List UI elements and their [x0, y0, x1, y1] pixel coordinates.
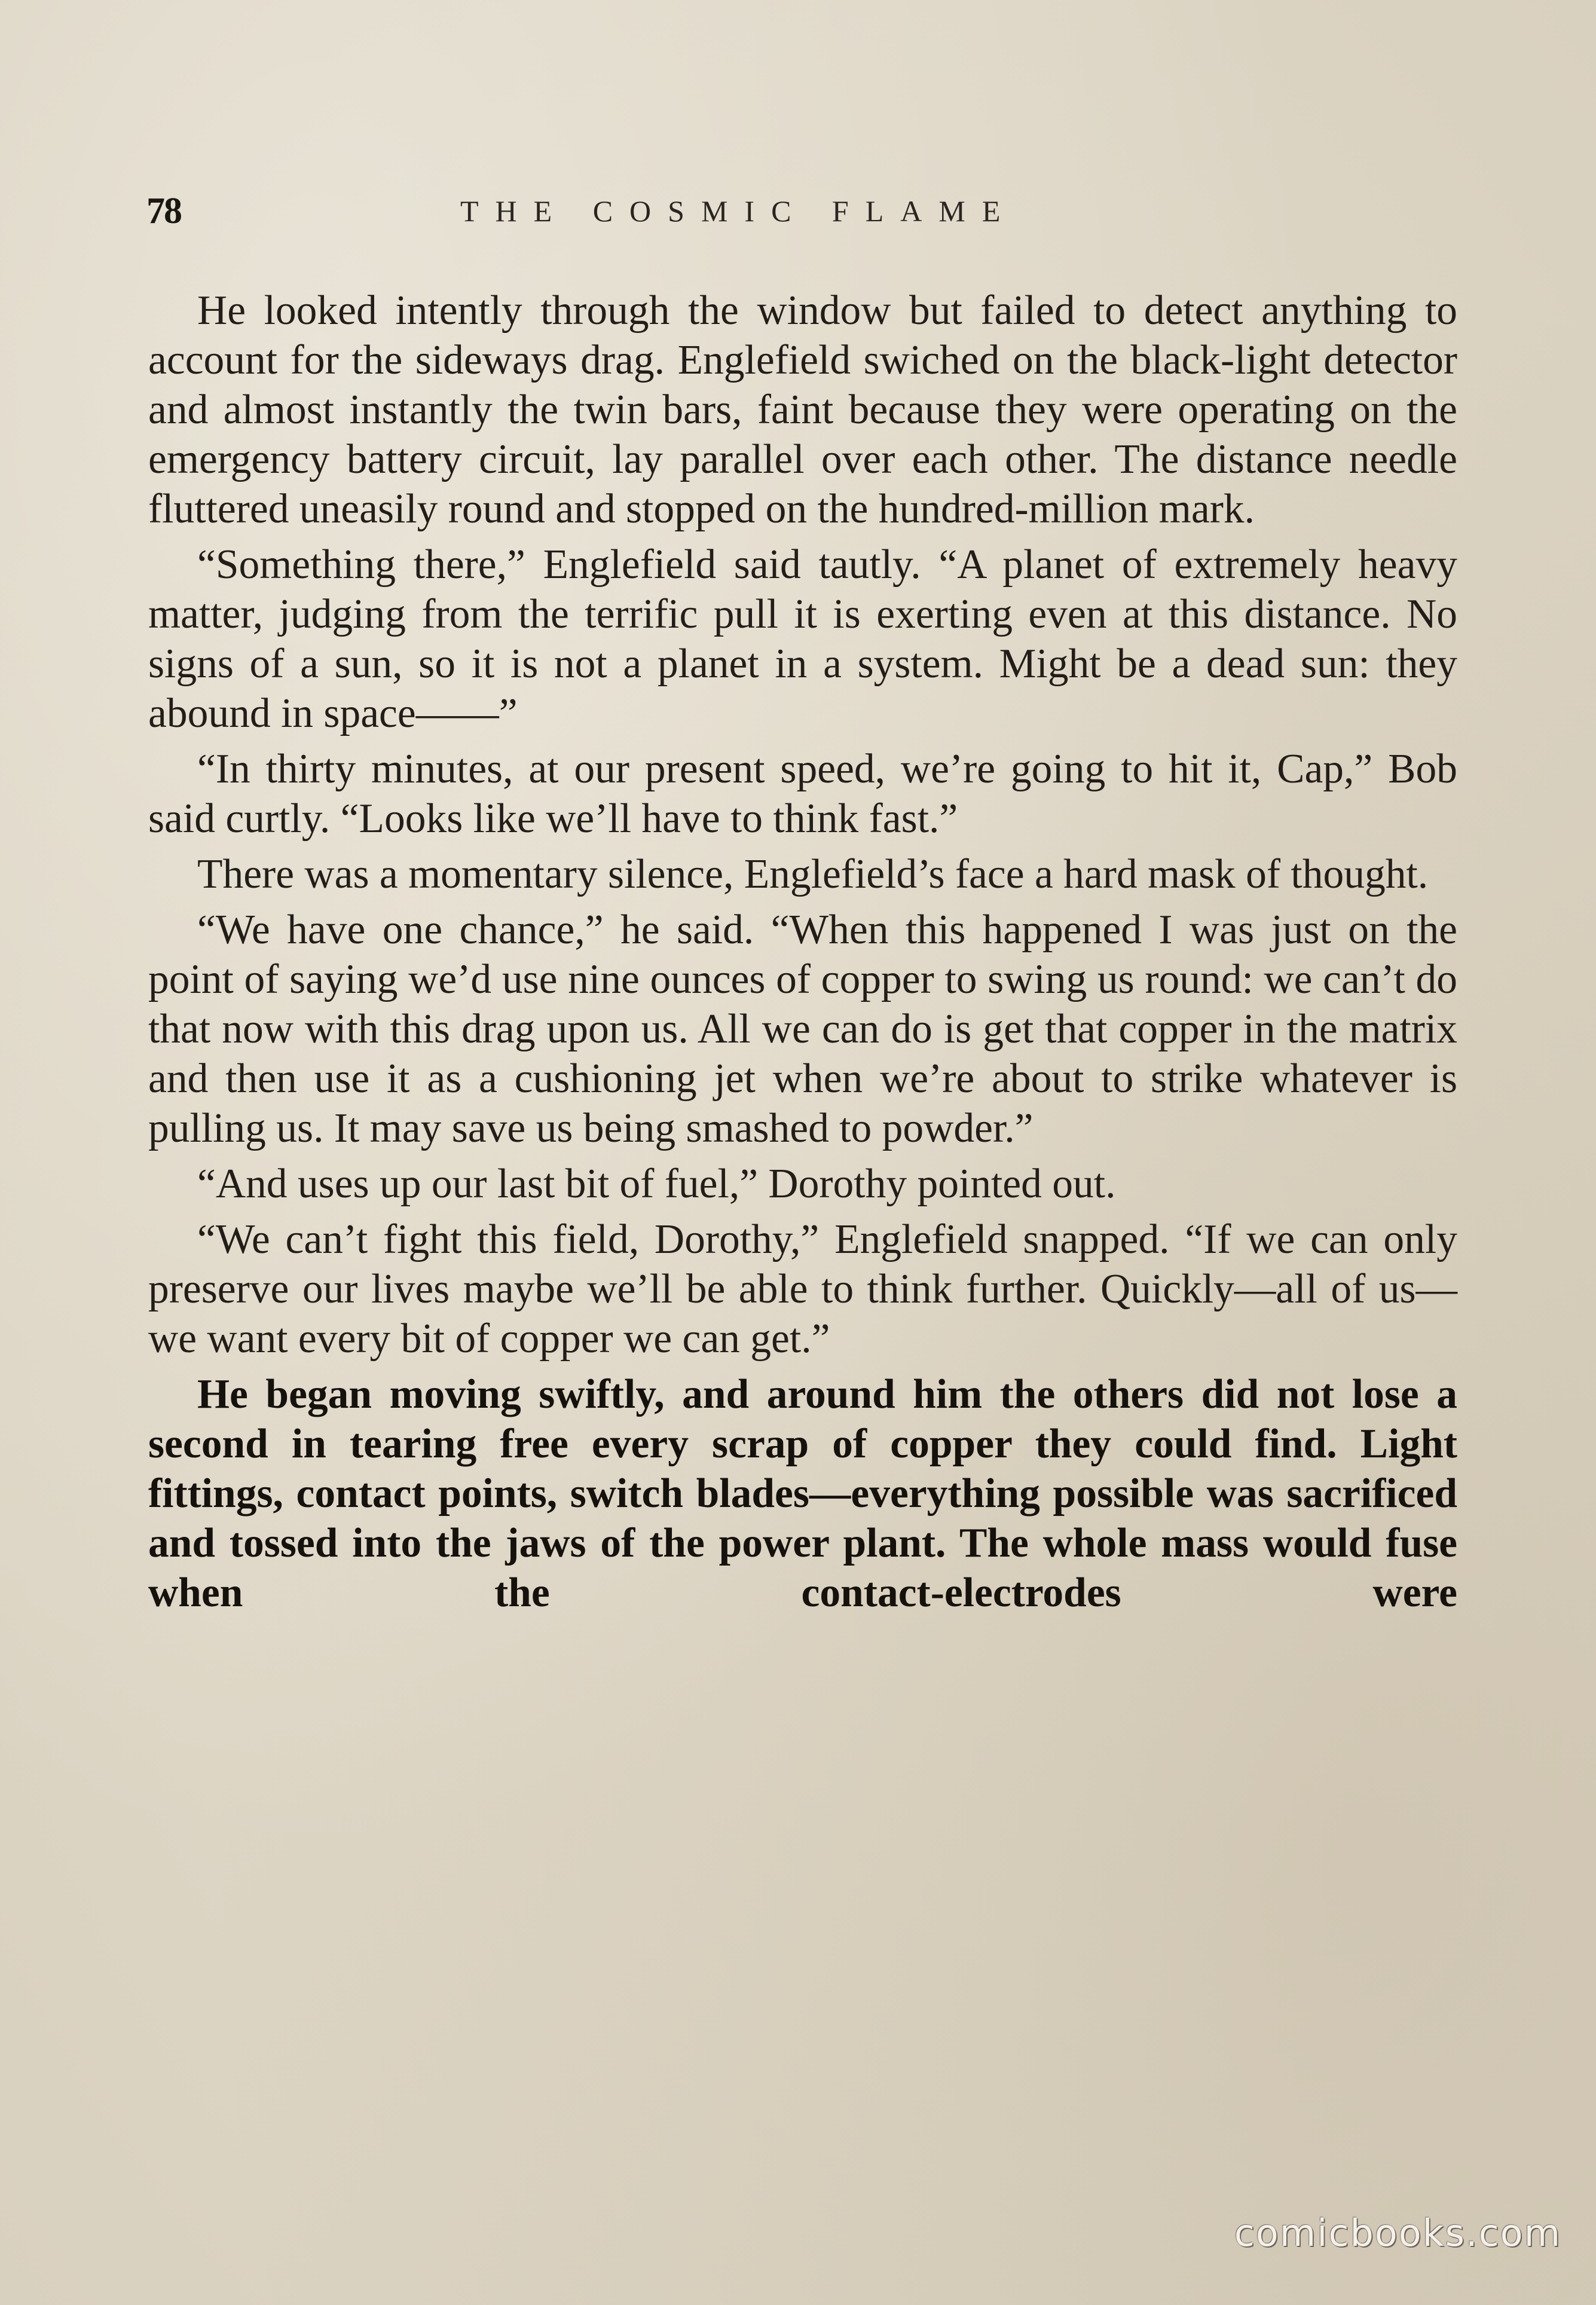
book-title: THE COSMIC FLAME — [460, 194, 1017, 228]
running-head — [146, 190, 1462, 238]
paragraph: “We have one chance,” he said. “When this happened I was just on the point of saying we’d use nine ounces of copper to swing us round: we can’t do that now with this drag upon us. All we can do is get that copper in the matrix and then use it as a cushioning jet when we’re about to strike whatever is pulling us. It may save us being smashed to powder.” — [148, 907, 1457, 1151]
page-number: 78 — [146, 191, 181, 231]
paragraph: “In thirty minutes, at our present speed, we’re going to hit it, Cap,” Bob said curtly. “Looks like we’ll have to think fast.” — [148, 746, 1457, 842]
watermark: comicbooks.com — [1234, 2211, 1561, 2255]
paragraph: “We can’t fight this field, Dorothy,” Englefield snapped. “If we can only preserve our lives maybe we’ll be able to think further. Quickly—all of us—we want every bit of copper we can get.” — [148, 1216, 1457, 1362]
body-text — [148, 286, 1457, 1624]
paragraph: “And uses up our last bit of fuel,” Dorothy pointed out. — [197, 1161, 1116, 1207]
paragraph: “Something there,” Englefield said tautly. “A planet of extremely heavy matter, judging from the terrific pull it is exerting even at this distance. No signs of a sun, so it is not a planet in a system. Might be a dead sun: they abound in space——” — [148, 542, 1457, 736]
paragraph: He began moving swiftly, and around him the others did not lose a second in tearing free every scrap of copper they could find. Light fittings, contact points, switch blades—everything possible was sacrificed and tossed into the jaws of the power plant. The whole mass would fuse when the contact-electrodes were — [148, 1371, 1457, 1616]
paragraph: There was a momentary silence, Englefield’s face a hard mask of thought. — [197, 851, 1429, 897]
paragraph: He looked intently through the window but failed to detect anything to account for the sideways drag. Englefield swiched on the black-light detector and almost instantly the twin bars, faint because they were operating on the emergency battery circuit, lay parallel over each other. The distance needle fluttered uneasily round and stopped on the hundred-million mark. — [148, 288, 1457, 532]
